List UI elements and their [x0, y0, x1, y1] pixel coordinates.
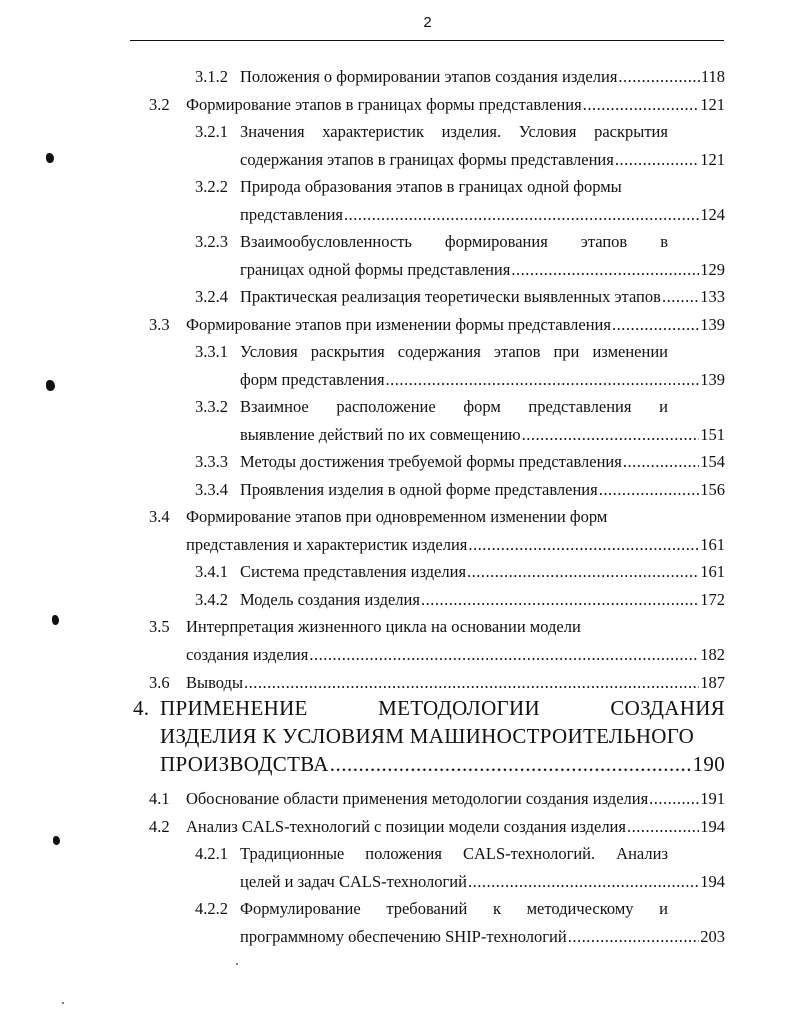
- toc-entry-title: Модель создания изделия: [240, 590, 420, 609]
- toc-line: [149, 816, 725, 838]
- toc-entry-title: выявление действий по их совмещению: [240, 425, 521, 444]
- toc-word: форм: [463, 397, 501, 416]
- toc-entry-title: целей и задач CALS-технологий: [240, 872, 467, 891]
- scan-speck: [236, 963, 238, 965]
- toc-page-number: 139: [700, 370, 725, 389]
- toc-line: [195, 369, 725, 391]
- scan-mark: [46, 380, 55, 391]
- toc-page-number: 129: [700, 260, 725, 279]
- toc-entry-title: Система представления изделия: [240, 562, 467, 581]
- toc-page-number: 121: [700, 150, 725, 169]
- toc-word: этапов: [493, 342, 541, 361]
- toc-line: [133, 694, 725, 722]
- toc-entry-number: 4.1: [149, 789, 170, 808]
- dot-leader: [612, 314, 699, 336]
- toc-line: [195, 396, 725, 418]
- toc-entry-number: 3.2.1: [195, 122, 228, 141]
- toc-line: [195, 871, 725, 893]
- toc-line: [149, 534, 725, 556]
- toc-entry-title: создания изделия: [186, 645, 309, 664]
- toc-word: изменении: [592, 342, 668, 361]
- toc-page-number: 156: [700, 480, 725, 499]
- dot-leader: [662, 286, 699, 308]
- toc-word: Условия: [518, 122, 577, 141]
- dot-leader: [468, 871, 699, 893]
- toc-entry-title: Формирование этапов при изменении формы представления: [186, 315, 611, 334]
- toc-entry-title: границах одной формы представления: [240, 260, 511, 279]
- dot-leader: [467, 561, 699, 583]
- toc-entry-title: Формирование этапов при одновременном изменении форм: [186, 507, 608, 526]
- toc-word: и: [659, 899, 668, 918]
- toc-page-number: 194: [700, 817, 725, 836]
- toc-entry-title: Анализ CALS-технологий с позиции модели создания изделия: [186, 817, 626, 836]
- toc-page-number: 161: [700, 535, 725, 554]
- toc-word: Взаимное: [240, 397, 309, 416]
- toc-entry-title: Положения о формировании этапов создания изделия: [240, 67, 618, 86]
- toc-entry-title: представления и характеристик изделия: [186, 535, 468, 554]
- toc-entry-number: 4.2.1: [195, 844, 228, 863]
- toc-entry-title: Практическая реализация теоретически выявленных этапов: [240, 287, 661, 306]
- toc-word: в: [660, 232, 668, 251]
- dot-leader: [568, 926, 700, 948]
- toc-page-number: 172: [700, 590, 725, 609]
- toc-entry-title: Проявления изделия в одной форме представления: [240, 480, 598, 499]
- toc-page-number: 118: [700, 67, 725, 86]
- dot-leader: [344, 204, 699, 226]
- toc-entry-title: Методы достижения требуемой формы представления: [240, 452, 622, 471]
- dot-leader: [522, 424, 700, 446]
- toc-word: этапов: [580, 232, 628, 251]
- toc-entry-number: 3.1.2: [195, 67, 228, 86]
- toc-page-number: 139: [700, 315, 725, 334]
- toc-word: раскрытия: [594, 122, 668, 141]
- toc-entry-title: форм представления: [240, 370, 385, 389]
- toc-word: характеристик: [322, 122, 424, 141]
- dot-leader: [618, 66, 699, 88]
- toc-word: МЕТОДОЛОГИИ: [378, 696, 540, 720]
- page-number: 2: [423, 14, 432, 31]
- dot-leader: [649, 788, 699, 810]
- toc-entry-number: 3.3.2: [195, 397, 228, 416]
- scan-mark: [52, 615, 59, 625]
- toc-entry-title: Природа образования этапов в границах одной формы: [240, 177, 622, 196]
- toc-entry-title: ПРОИЗВОДСТВА: [160, 752, 329, 776]
- toc-line: [195, 898, 725, 920]
- toc-entry-number: 3.4.1: [195, 562, 228, 581]
- toc-word: представления: [528, 397, 632, 416]
- toc-line: [149, 506, 725, 528]
- toc-page-number: 203: [700, 927, 725, 946]
- toc-line: [149, 644, 725, 666]
- toc-word: и: [659, 397, 668, 416]
- toc-entry-number: 3.2.3: [195, 232, 228, 251]
- toc-entry-number: 4.2: [149, 817, 170, 836]
- toc-page-number: 151: [700, 425, 725, 444]
- toc-word: ПРИМЕНЕНИЕ: [160, 696, 308, 720]
- toc-page-number: 190: [692, 752, 725, 776]
- toc-line: [195, 479, 725, 501]
- toc-page-number: 161: [700, 562, 725, 581]
- toc-entry-number: 3.2.2: [195, 177, 228, 196]
- dot-leader: [583, 94, 700, 116]
- toc-page-number: 154: [700, 452, 725, 471]
- toc-line: [195, 176, 725, 198]
- toc-page-number: 191: [700, 789, 725, 808]
- toc-word: Значения: [240, 122, 305, 141]
- toc-entry-title: содержания этапов в границах формы представления: [240, 150, 614, 169]
- toc-entry-number: 3.4.2: [195, 590, 228, 609]
- toc-line: [195, 843, 725, 865]
- toc-word: методическому: [526, 899, 634, 918]
- toc-page-number: 124: [700, 205, 725, 224]
- toc-entry-title: Интерпретация жизненного цикла на основании модели: [186, 617, 581, 636]
- toc-line: [149, 616, 725, 638]
- toc-line: [195, 231, 725, 253]
- toc-page-number: 121: [700, 95, 725, 114]
- toc-line: [133, 722, 725, 750]
- toc-entry-number: 3.3: [149, 315, 170, 334]
- dot-leader: [244, 672, 699, 694]
- toc-line: [195, 121, 725, 143]
- toc-entry-title: Обоснование области применения методологии создания изделия: [186, 789, 649, 808]
- toc-word: требований: [386, 899, 468, 918]
- toc-line: [195, 451, 725, 473]
- scan-mark: [53, 836, 60, 845]
- dot-leader: [386, 369, 700, 391]
- toc-entry-title: Формирование этапов в границах формы представления: [186, 95, 582, 114]
- dot-leader: [599, 479, 700, 501]
- toc-entry-title: программному обеспечению SHIP-технологий: [240, 927, 567, 946]
- toc-entry-title: Выводы: [186, 673, 244, 692]
- toc-entry-number: 4.2.2: [195, 899, 228, 918]
- toc-word: Условия: [240, 342, 298, 361]
- toc-word: формирования: [444, 232, 548, 251]
- toc-word: расположение: [336, 397, 436, 416]
- toc-word: Взаимообусловленность: [240, 232, 412, 251]
- toc-line: [195, 286, 725, 308]
- toc-line: [195, 149, 725, 171]
- toc-word: Традиционные: [240, 844, 345, 863]
- toc-line: [195, 424, 725, 446]
- toc-word: содержания: [397, 342, 481, 361]
- toc-word: Формулирование: [240, 899, 361, 918]
- toc-line: [195, 204, 725, 226]
- dot-leader: [615, 149, 699, 171]
- toc-line: [149, 788, 725, 810]
- toc-entry-title: представления: [240, 205, 344, 224]
- toc-line: [133, 750, 725, 778]
- toc-page-number: 194: [700, 872, 725, 891]
- dot-leader: [309, 644, 699, 666]
- dot-leader: [468, 534, 699, 556]
- toc-line: [195, 926, 725, 948]
- toc-entry-number: 3.2: [149, 95, 170, 114]
- toc-page-number: 133: [700, 287, 725, 306]
- toc-line: [195, 561, 725, 583]
- toc-line: [195, 589, 725, 611]
- toc-word: положения: [365, 844, 442, 863]
- scan-mark: [46, 153, 54, 163]
- toc-word: при: [553, 342, 580, 361]
- toc-entry-number: 3.5: [149, 617, 170, 636]
- toc-line: [149, 94, 725, 116]
- toc-page-number: 182: [700, 645, 725, 664]
- toc-entry-number: 3.3.4: [195, 480, 228, 499]
- toc-entry-title: ИЗДЕЛИЯ К УСЛОВИЯМ МАШИНОСТРОИТЕЛЬНОГО: [160, 724, 695, 748]
- dot-leader: [511, 259, 699, 281]
- toc-line: [195, 66, 725, 88]
- toc-entry-number: 3.3.3: [195, 452, 228, 471]
- toc-entry-number: 4.: [133, 696, 150, 720]
- toc-line: [149, 314, 725, 336]
- toc-word: CALS-технологий.: [463, 844, 596, 863]
- toc-entry-number: 3.2.4: [195, 287, 228, 306]
- toc-word: СОЗДАНИЯ: [610, 696, 725, 720]
- toc-page-number: 187: [700, 673, 725, 692]
- toc-word: к: [492, 899, 501, 918]
- toc-word: изделия.: [441, 122, 502, 141]
- toc-line: [195, 341, 725, 363]
- dot-leader: [330, 750, 692, 778]
- dot-leader: [627, 816, 699, 838]
- toc-word: Анализ: [616, 844, 668, 863]
- toc-word: раскрытия: [310, 342, 385, 361]
- toc-entry-number: 3.3.1: [195, 342, 228, 361]
- toc-line: [195, 259, 725, 281]
- dot-leader: [421, 589, 699, 611]
- dot-leader: [623, 451, 699, 473]
- toc-entry-number: 3.4: [149, 507, 170, 526]
- toc-line: [149, 672, 725, 694]
- toc-entry-number: 3.6: [149, 673, 170, 692]
- scan-speck: [62, 1002, 64, 1004]
